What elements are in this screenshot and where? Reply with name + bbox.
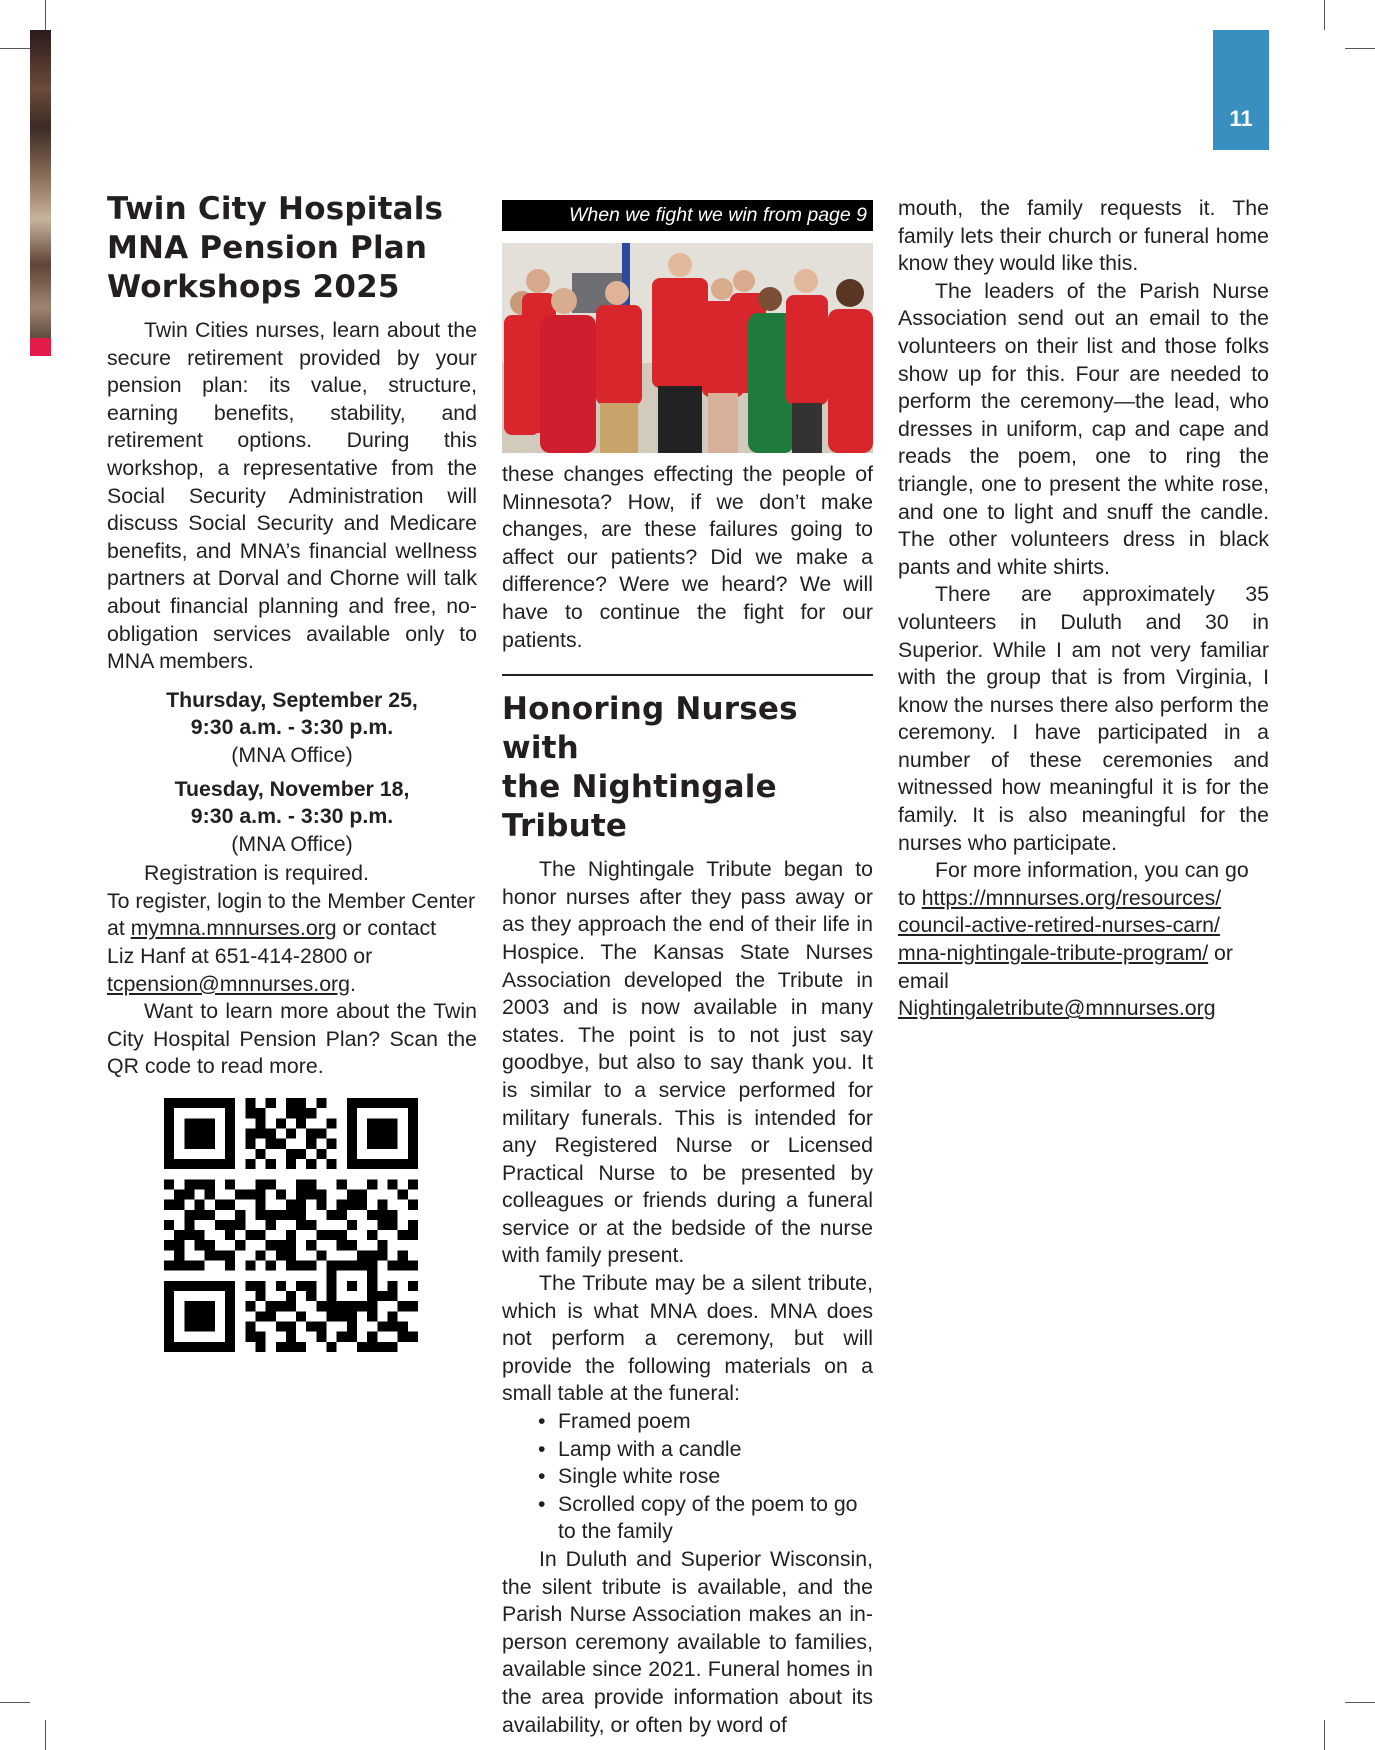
- crop-mark: [45, 0, 46, 30]
- qr-code[interactable]: [164, 1098, 418, 1352]
- continued-from-banner: When we fight we win from page 9: [502, 200, 873, 231]
- tribute-url-link[interactable]: council-active-retired-nurses-carn/: [898, 913, 1220, 938]
- materials-list: [502, 1408, 873, 1546]
- pension-workshop-title: Twin City Hospitals MNA Pension Plan Workshops 2025: [107, 191, 444, 305]
- nightingale-para-3: In Duluth and Superior Wisconsin, the silent tribute is available, and the Parish Nurse Association makes an in-person ceremony available to families, available since 2021. Funeral homes in the area provide information about its availability, or often by word of: [502, 1547, 873, 1737]
- crop-mark: [1345, 48, 1375, 49]
- tribute-url-link[interactable]: mna-nightingale-tribute-program/: [898, 941, 1209, 966]
- registration-note: Registration is required.: [144, 861, 369, 886]
- crop-mark: [0, 48, 30, 49]
- list-item: • Single white rose: [538, 1463, 873, 1491]
- nightingale-para-2: The Tribute may be a silent tribute, which is what MNA does. MNA does not perform a ceremony, but will provide the following materials on a small table at the funeral:: [502, 1271, 873, 1406]
- page-number-tab: [1213, 30, 1269, 150]
- right-para-1: mouth, the family requests it. The family lets their church or funeral home know they would like this.: [898, 196, 1269, 276]
- session-1: Thursday, September 25, 9:30 a.m. - 3:30 p.m. (MNA Office): [166, 687, 418, 767]
- nightingale-title: Honoring Nurses with the Nightingale Tribute: [502, 691, 798, 845]
- tribute-email-link[interactable]: Nightingaletribute@mnnurses.org: [898, 996, 1216, 1021]
- learn-more-text: Want to learn more about the Twin City Hospital Pension Plan? Scan the QR code to read more.: [107, 999, 477, 1079]
- crop-mark: [1324, 1720, 1325, 1750]
- session-2: Tuesday, November 18, 9:30 a.m. - 3:30 p.m. (MNA Office): [174, 776, 410, 856]
- list-item: • Framed poem: [538, 1408, 873, 1436]
- list-item: • Lamp with a candle: [538, 1436, 873, 1464]
- adjacent-page-photo-strip: [30, 30, 51, 356]
- crop-mark: [45, 1720, 46, 1750]
- tribute-url-link[interactable]: https://mnnurses.org/resources/: [921, 885, 1222, 910]
- page-number: 11: [1229, 106, 1253, 131]
- crop-mark: [1324, 0, 1325, 30]
- more-info: For more information, you can go to https://mnnurses.org/resources/ council-active-retired-nurses-carn/ mna-nightingale-tribute-program/ or email Nightingaletribute@mnnurses.org: [898, 858, 1249, 1021]
- nurses-group-photo: [502, 243, 873, 453]
- left-column: [107, 190, 477, 1081]
- register-instructions: To register, login to the Member Center at mymna.mnnurses.org or contact Liz Hanf at 651-414-2800 or tcpension@mnnurses.org.: [107, 888, 476, 996]
- list-item: • Scrolled copy of the poem to go to the family: [538, 1491, 873, 1546]
- nightingale-para-1: The Nightingale Tribute began to honor nurses after they pass away or as they approach the end of their life in Hospice. The Kansas State Nurses Association developed the Tribute in 2003 and is now available in many states. The point is to not just say goodbye, but also to say thank you. It is similar to a service performed for military funerals. This is intended for any Registered Nurse or Licensed Practical Nurse to be presented by colleagues or friends during a funeral service or at the bedside of the nurse with family present.: [502, 857, 873, 1268]
- pension-email-link[interactable]: tcpension@mnnurses.org: [107, 971, 350, 996]
- right-column: [898, 195, 1269, 1023]
- crop-mark: [0, 1702, 30, 1703]
- member-center-link[interactable]: mymna.mnnurses.org: [130, 916, 337, 941]
- crop-mark: [1345, 1702, 1375, 1703]
- right-para-2: The leaders of the Parish Nurse Association send out an email to the volunteers on their list and those folks show up for this. Four are needed to perform the ceremony—the lead, who dresses in uniform, cap and cape and reads the poem, one to ring the triangle, one to present the white rose, and one to light and snuff the candle. The other volunteers dress in black pants and white shirts.: [898, 278, 1269, 579]
- middle-column: [502, 200, 873, 1739]
- continued-article-text: these changes effecting the people of Minnesota? How, if we don’t make changes, are these failures going to affect our patients? Did we make a difference? Were we heard? We will have to continue the fight for our patients.: [502, 462, 873, 652]
- pension-intro: Twin Cities nurses, learn about the secure retirement provided by your pension plan: its value, structure, earning benefits, stability, and retirement options. During this workshop, a representative from the Social Security Administration will discuss Social Security and Medicare benefits, and MNA’s financial wellness partners at Dorval and Chorne will talk about financial planning and free, no-obligation services available only to MNA members.: [107, 318, 477, 674]
- right-para-3: There are approximately 35 volunteers in Duluth and 30 in Superior. While I am not very familiar with the group that is from Virginia, I know the nurses there also perform the ceremony. I have participated in a number of these ceremonies and witnessed how meaningful it is for the family. It is also meaningful for the nurses who participate.: [898, 582, 1269, 855]
- section-divider: [502, 674, 873, 676]
